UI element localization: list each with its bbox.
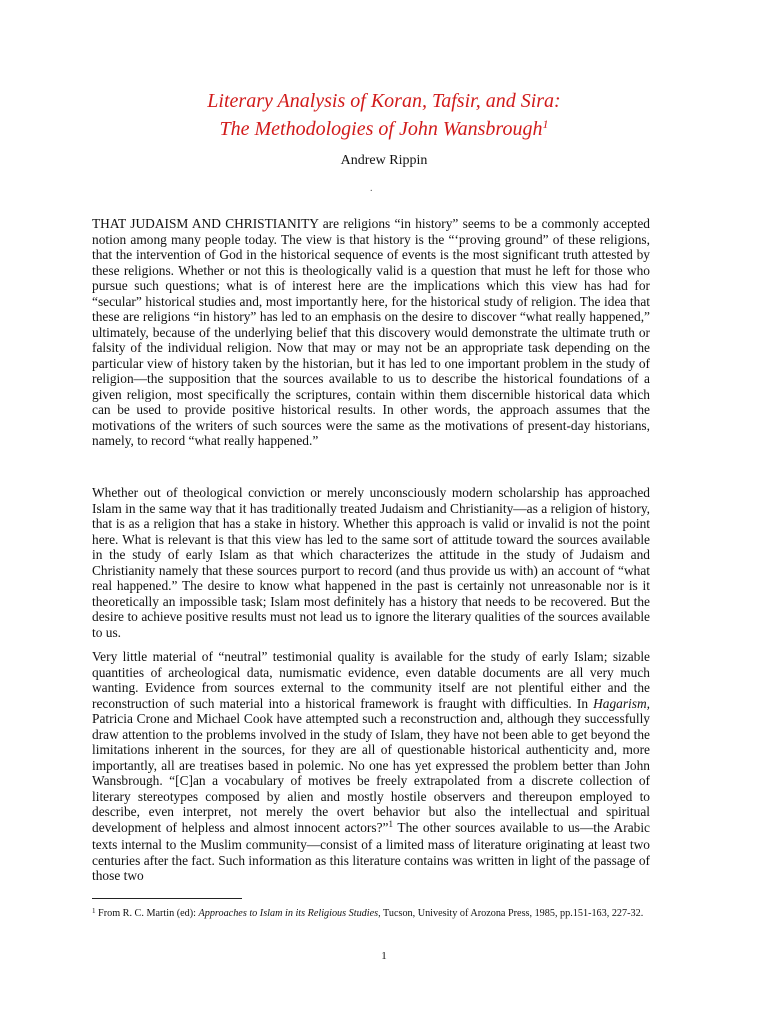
title-line-2-text: The Methodologies of John Wansbrough <box>219 118 543 140</box>
footnote-book-title: Approaches to Islam in its Religious Studies <box>198 908 379 919</box>
hagarism-title: Hagarism, <box>593 695 650 711</box>
footnote-marker: 1 <box>92 907 96 915</box>
title-line-2 <box>92 114 676 146</box>
footnote-reference-link[interactable]: 1 <box>388 818 393 829</box>
author-name: Andrew Rippin <box>340 153 428 168</box>
footnote <box>92 907 660 921</box>
paragraph-1: THAT JUDAISM AND CHRISTIANITY are religions “in history” seems to be a commonly accepted notion among many people today. The view is that history is the “‘proving ground” of these religions, that the intervention of God in the historical sequence of events is the most significant truth attested by these religions. Whether or not this is theologically valid is a question that must he left for those who pursue such questions; what is of interest here are the implications which this view has had for “secular” historical studies and, most importantly here, for the historical study of religion. The idea that these are religions “in history” has led to an emphasis on the desire to discover “what really happened,” ultimately, because of the underlying belief that this discovery would demonstrate the ultimate truth or falsity of the individual religion. Now that may or may not be an appropriate task depending on the particular view of history taken by the historian, but it has led to one important problem in the study of religion—the supposition that the sources available to us to describe the historical foundations of a given religion, most specifically the scriptures, contain within them discernible historical data which can be used to provide positive historical results. In other words, the approach assumes that the motivations of the writers of such sources were the same as the motivations of present-day historians, namely, to record “what really happened.” <box>92 216 650 448</box>
paragraph-3 <box>92 649 650 884</box>
paragraph-3-part-a: Very little material of “neutral” testimonial quality is available for the study of early Islam; sizable quantities of archeological data, numismatic evidence, even datable documents are all very much wanting. Evidence from sources external to the community itself are not plentiful either and the reconstruction of such material into a historical framework is fraught with difficulties. In <box>92 649 650 711</box>
page-number: 1 <box>381 950 387 962</box>
footnote-divider <box>92 898 242 899</box>
title-line-1: Literary Analysis of Koran, Tafsir, and Sira: <box>207 90 561 112</box>
footnote-text-b: , Tucson, Univesity of Arozona Press, 1985, pp.151-163, 227-32. <box>378 908 644 919</box>
paragraph-3-part-b: Patricia Crone and Michael Cook have attempted such a reconstruction and, although they successfully draw attention to the problems involved in the study of Islam, they have not been able to get beyond the limitations inherent in the sources, for they are all of questionable historical authenticity and, more importantly, all are treatises based in polemic. No one has yet expressed the problem better than John Wansbrough. “[C]an a vocabulary of motives be freely extrapolated from a discrete collection of literary stereotypes composed by alien and mostly hostile observers and thereupon employed to describe, even interpret, not merely the overt behavior but also the intellectual and spiritual development of helpless and almost innocent actors?” <box>92 711 650 835</box>
paragraph-2: Whether out of theological conviction or merely unconsciously modern scholarship has approached Islam in the same way that it has traditionally treated Judaism and Christianity—as a religion of history, that is as a religion that has a stake in history. Whether this approach is valid or invalid is not the point here. What is relevant is that this view has led to the same sort of attitude toward the sources available in the study of early Islam as that which characterizes the attitude in the study of Judaism and Christianity namely that these sources purport to record (and thus provide us with) an account of “what real happened.” The desire to know what happened in the past is certainly not unreasonable nor is it theoretically an impossible task; Islam most definitely has a history that needs to be recovered. But the desire to achieve positive results must not lead us to ignore the literary qualities of the sources available to us. <box>92 485 650 640</box>
footnote-text-a: From R. C. Martin (ed): <box>95 908 199 919</box>
separator-dot: . <box>370 183 373 194</box>
title-footnote-marker[interactable]: 1 <box>542 117 549 131</box>
paragraph-3-part-c: The other sources available to us—the Arabic texts internal to the Muslim community—consist of a limited mass of literature originating at least two centuries after the fact. Such information as this literature contains was written in light of the passage of those two <box>92 819 650 883</box>
